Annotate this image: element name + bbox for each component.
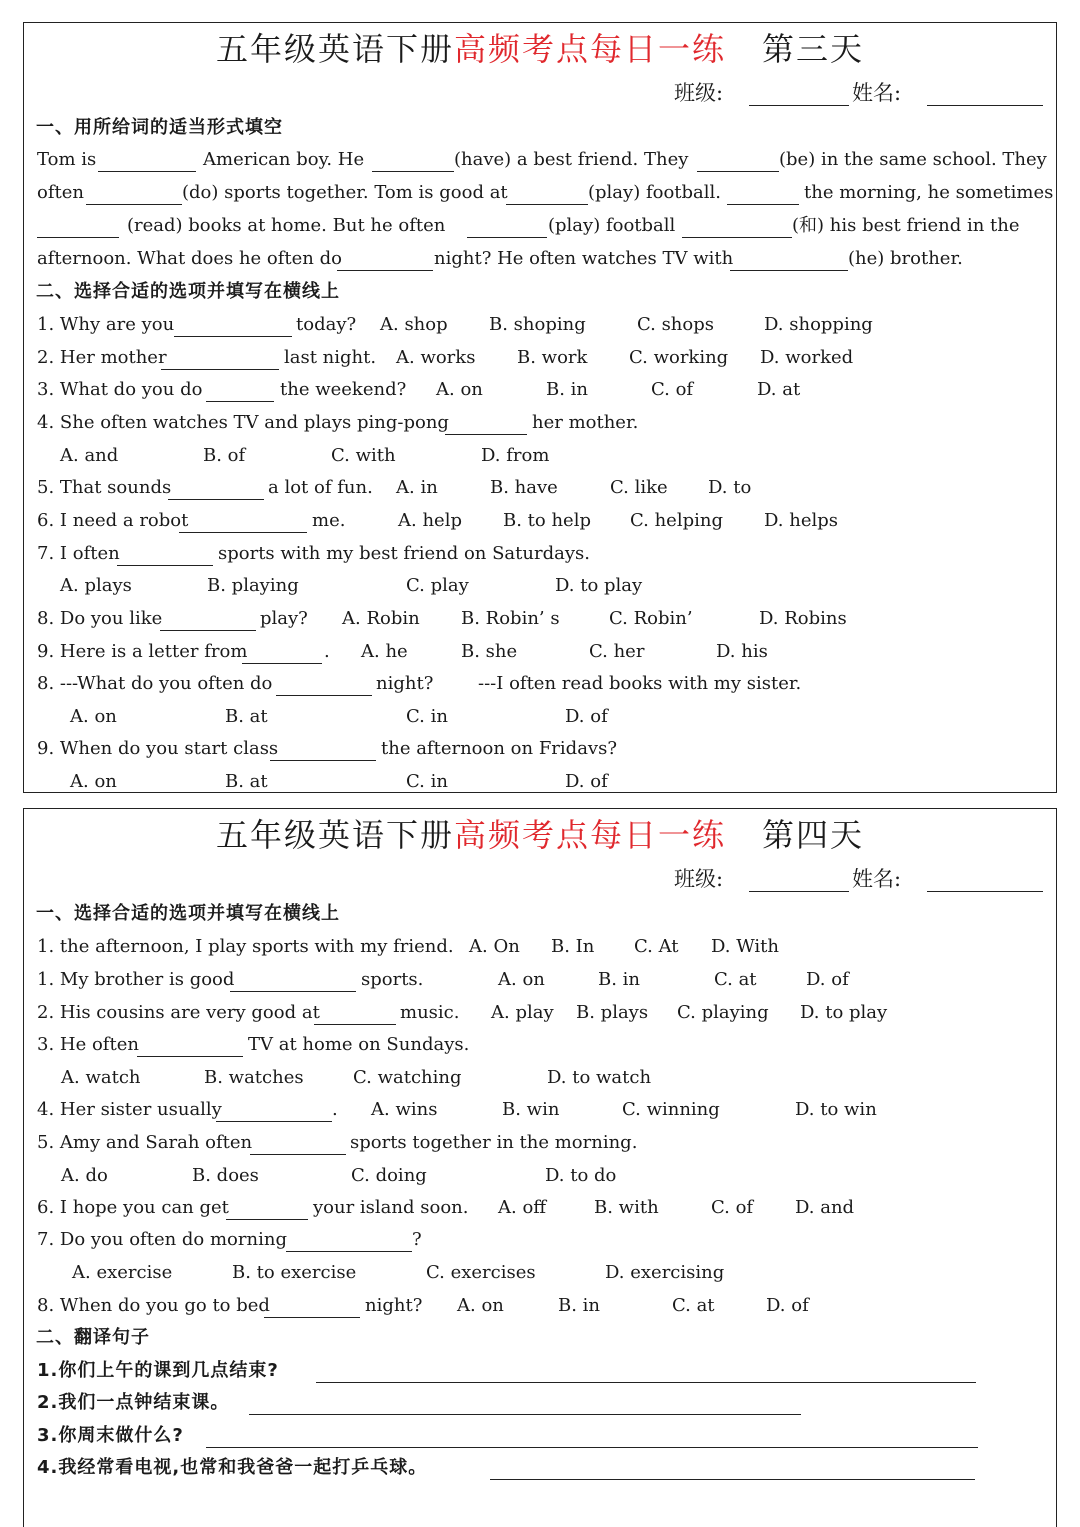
option-a[interactable]: A. on: [70, 771, 117, 792]
name-label: 姓名:: [852, 81, 902, 105]
option-b[interactable]: B. at: [225, 706, 268, 727]
option-a[interactable]: A. off: [498, 1197, 547, 1218]
question-stem: the afternoon on Fridavs?: [381, 738, 617, 759]
option-a[interactable]: A. exercise: [72, 1262, 173, 1283]
question-stem: 3. What do you do: [37, 379, 203, 400]
option-c[interactable]: C. her: [589, 641, 645, 662]
question-stem: TV at home on Sundays.: [248, 1034, 470, 1055]
name-field: [852, 79, 901, 107]
option-d[interactable]: D. worked: [760, 347, 854, 368]
question-stem: 6. I hope you can get: [37, 1197, 229, 1218]
option-d[interactable]: D. to: [708, 477, 752, 498]
option-b[interactable]: B. have: [490, 477, 558, 498]
option-d[interactable]: D. Robins: [759, 608, 847, 629]
option-c[interactable]: C. playing: [677, 1002, 769, 1023]
fill-blank[interactable]: [337, 270, 433, 271]
section-title: 一、选择合适的选项并填写在横线上: [36, 903, 340, 924]
option-d[interactable]: D. of: [565, 706, 608, 727]
option-c[interactable]: C. of: [651, 379, 694, 400]
option-c[interactable]: C. like: [610, 477, 668, 498]
question-stem: a lot of fun.: [268, 477, 373, 498]
fill-blank[interactable]: [730, 270, 848, 271]
option-c[interactable]: C. Robin’: [609, 608, 693, 629]
title-grade: 五年级英语下册: [215, 30, 454, 68]
option-d[interactable]: D. to play: [800, 1002, 888, 1023]
option-d[interactable]: D. of: [766, 1295, 809, 1316]
para-text: (have) a best friend. They: [454, 149, 689, 170]
question-stem: night?: [376, 673, 434, 694]
question-stem: .: [324, 641, 330, 662]
question-stem: 5. That sounds: [37, 477, 172, 498]
question-stem: sports with my best friend on Saturdays.: [218, 543, 590, 564]
option-a[interactable]: A. do: [61, 1165, 108, 1186]
question-stem: 7. I often: [37, 543, 120, 564]
question-stem: 3. He often: [37, 1034, 139, 1055]
option-c[interactable]: C. exercises: [426, 1262, 536, 1283]
answer-blank[interactable]: [160, 630, 256, 631]
fill-blank[interactable]: [37, 237, 119, 238]
option-c[interactable]: C. in: [406, 706, 448, 727]
section-title: 二、翻译句子: [36, 1327, 150, 1348]
translation-prompt: 4.我经常看电视,也常和我爸爸一起打乒乓球。: [37, 1457, 428, 1478]
class-label: 班级:: [674, 81, 724, 105]
option-c[interactable]: C. shops: [637, 314, 715, 335]
title-grade: 五年级英语下册: [215, 816, 454, 854]
option-c[interactable]: C. of: [711, 1197, 754, 1218]
para-text: often: [37, 182, 84, 203]
option-a[interactable]: A. help: [398, 510, 462, 531]
answer-blank[interactable]: [216, 1121, 332, 1122]
option-d[interactable]: D. to win: [795, 1099, 877, 1120]
option-b[interactable]: B. shoping: [489, 314, 586, 335]
question-stem: her mother.: [532, 412, 639, 433]
fill-blank[interactable]: [98, 171, 196, 172]
option-a[interactable]: A. On: [469, 936, 520, 957]
option-d[interactable]: D. With: [711, 936, 780, 957]
translation-prompt: 1.你们上午的课到几点结束?: [37, 1360, 279, 1381]
para-text: (he) brother.: [848, 248, 963, 269]
option-c[interactable]: C. at: [714, 969, 757, 990]
answer-blank[interactable]: [206, 401, 274, 402]
option-c[interactable]: C. working: [629, 347, 729, 368]
answer-blank[interactable]: [137, 1056, 243, 1057]
para-text: (do) sports together. Tom is good at: [182, 182, 508, 203]
class-blank[interactable]: [749, 105, 849, 106]
option-d[interactable]: D. and: [795, 1197, 855, 1218]
question-stem: 8. ---What do you often do: [37, 673, 273, 694]
option-d[interactable]: D. from: [481, 445, 550, 466]
translation-answer-line[interactable]: [490, 1479, 975, 1480]
option-b[interactable]: B. Robin’ s: [461, 608, 560, 629]
question-stem: 2. His cousins are very good at: [37, 1002, 320, 1023]
question-stem: 2. Her mother: [37, 347, 167, 368]
para-text: (play) football: [548, 215, 676, 236]
option-b[interactable]: B. watches: [204, 1067, 304, 1088]
option-a[interactable]: A. on: [70, 706, 117, 727]
option-b[interactable]: B. win: [502, 1099, 560, 1120]
fill-blank[interactable]: [682, 237, 792, 238]
option-d[interactable]: D. of: [565, 771, 608, 792]
option-d[interactable]: D. of: [806, 969, 849, 990]
answer-blank[interactable]: [314, 1024, 396, 1025]
para-text: afternoon. What does he often do: [37, 248, 342, 269]
worksheet-title: [24, 29, 1056, 69]
option-a[interactable]: A. play: [491, 1002, 554, 1023]
worksheet-day4: [23, 808, 1057, 1527]
option-d[interactable]: D. to do: [545, 1165, 617, 1186]
option-b[interactable]: B. work: [517, 347, 588, 368]
fill-blank[interactable]: [697, 171, 779, 172]
worksheet-day3: [23, 22, 1057, 793]
option-a[interactable]: A. Robin: [342, 608, 420, 629]
option-b[interactable]: B. In: [551, 936, 595, 957]
option-b[interactable]: B. at: [225, 771, 268, 792]
question-stem: 4. She often watches TV and plays ping-pong: [37, 412, 449, 433]
option-d[interactable]: D. his: [716, 641, 768, 662]
question-stem: today?: [296, 314, 357, 335]
translation-answer-line[interactable]: [249, 1414, 801, 1415]
question-stem: me.: [312, 510, 346, 531]
option-c[interactable]: C. doing: [351, 1165, 427, 1186]
name-blank[interactable]: [927, 891, 1043, 892]
option-b[interactable]: B. plays: [576, 1002, 649, 1023]
option-c[interactable]: C. helping: [630, 510, 723, 531]
option-d[interactable]: D. exercising: [605, 1262, 725, 1283]
translation-prompt: 3.你周末做什么?: [37, 1425, 184, 1446]
question-stem: 1. the afternoon, I play sports with my friend.: [37, 936, 454, 957]
section-title: 二、选择合适的选项并填写在横线上: [36, 281, 340, 302]
option-b[interactable]: B. of: [203, 445, 246, 466]
answer-blank[interactable]: [276, 695, 372, 696]
question-stem: play?: [260, 608, 308, 629]
fill-blank[interactable]: [506, 204, 588, 205]
question-answer-hint: ---I often read books with my sister.: [478, 673, 802, 694]
answer-blank[interactable]: [179, 532, 307, 533]
class-field: [674, 865, 723, 893]
answer-blank[interactable]: [445, 434, 527, 435]
para-text: (play) football.: [588, 182, 722, 203]
translation-answer-line[interactable]: [206, 1447, 978, 1448]
question-stem: sports together in the morning.: [350, 1132, 638, 1153]
option-c[interactable]: C. at: [672, 1295, 715, 1316]
option-a[interactable]: A. works: [396, 347, 476, 368]
question-stem: sports.: [361, 969, 424, 990]
question-stem: 8. Do you like: [37, 608, 163, 629]
answer-blank[interactable]: [242, 663, 322, 664]
option-a[interactable]: A. shop: [380, 314, 448, 335]
worksheet-title: [24, 815, 1056, 855]
option-a[interactable]: A. and: [60, 445, 119, 466]
option-b[interactable]: B. in: [546, 379, 589, 400]
answer-blank[interactable]: [174, 336, 292, 337]
option-b[interactable]: B. with: [594, 1197, 659, 1218]
option-d[interactable]: D. to watch: [547, 1067, 652, 1088]
question-stem: 4. Her sister usually: [37, 1099, 222, 1120]
para-text: Tom is: [37, 149, 97, 170]
option-c[interactable]: C. winning: [622, 1099, 720, 1120]
answer-blank[interactable]: [264, 1317, 360, 1318]
option-d[interactable]: D. helps: [764, 510, 838, 531]
option-a[interactable]: A. on: [457, 1295, 504, 1316]
option-a[interactable]: A. on: [436, 379, 483, 400]
option-c[interactable]: C. with: [331, 445, 396, 466]
title-practice: 高频考点每日一练: [453, 816, 726, 854]
question-stem: your island soon.: [313, 1197, 469, 1218]
answer-blank[interactable]: [230, 991, 356, 992]
option-d[interactable]: D. to play: [555, 575, 643, 596]
option-a[interactable]: A. plays: [60, 575, 132, 596]
option-a[interactable]: A. watch: [61, 1067, 141, 1088]
question-stem: 9. Here is a letter from: [37, 641, 248, 662]
option-c[interactable]: C. At: [634, 936, 679, 957]
question-stem: ?: [412, 1229, 422, 1250]
title-practice: 高频考点每日一练: [453, 30, 726, 68]
fill-blank[interactable]: [467, 237, 547, 238]
option-b[interactable]: B. does: [192, 1165, 259, 1186]
class-blank[interactable]: [749, 891, 849, 892]
option-c[interactable]: C. in: [406, 771, 448, 792]
option-a[interactable]: A. in: [396, 477, 438, 498]
answer-blank[interactable]: [161, 369, 279, 370]
option-d[interactable]: D. shopping: [764, 314, 873, 335]
question-stem: 1. Why are you: [37, 314, 175, 335]
title-day: 第四天: [762, 816, 865, 854]
question-stem: music.: [400, 1002, 460, 1023]
option-d[interactable]: D. at: [757, 379, 801, 400]
answer-blank[interactable]: [117, 565, 213, 566]
question-stem: 7. Do you often do morning: [37, 1229, 287, 1250]
answer-blank[interactable]: [270, 760, 376, 761]
option-b[interactable]: B. to help: [503, 510, 591, 531]
option-a[interactable]: A. wins: [371, 1099, 438, 1120]
fill-blank[interactable]: [372, 171, 454, 172]
option-b[interactable]: B. playing: [207, 575, 299, 596]
class-field: [674, 79, 723, 107]
fill-blank[interactable]: [86, 204, 182, 205]
name-label: 姓名:: [852, 867, 902, 891]
name-blank[interactable]: [927, 105, 1043, 106]
option-a[interactable]: A. he: [361, 641, 408, 662]
question-stem: 6. I need a robot: [37, 510, 189, 531]
answer-blank[interactable]: [168, 499, 264, 500]
question-stem: night?: [365, 1295, 423, 1316]
translation-prompt: 2.我们一点钟结束课。: [37, 1392, 230, 1413]
para-text: the morning, he sometimes: [804, 182, 1054, 203]
para-text: American boy. He: [203, 149, 365, 170]
section-title: 一、用所给词的适当形式填空: [36, 117, 283, 138]
question-stem: 8. When do you go to bed: [37, 1295, 270, 1316]
answer-blank[interactable]: [250, 1154, 346, 1155]
class-label: 班级:: [674, 867, 724, 891]
option-b[interactable]: B. in: [558, 1295, 601, 1316]
answer-blank[interactable]: [286, 1251, 412, 1252]
answer-blank[interactable]: [226, 1219, 308, 1220]
question-stem: .: [332, 1099, 338, 1120]
para-text: (read) books at home. But he often: [127, 215, 446, 236]
translation-answer-line[interactable]: [316, 1382, 976, 1383]
para-text: (be) in the same school. They: [779, 149, 1047, 170]
question-stem: 1. My brother is good: [37, 969, 235, 990]
question-stem: 5. Amy and Sarah often: [37, 1132, 253, 1153]
option-c[interactable]: C. watching: [353, 1067, 462, 1088]
option-b[interactable]: B. in: [598, 969, 641, 990]
para-text: (和) his best friend in the: [792, 215, 1020, 236]
option-b[interactable]: B. to exercise: [232, 1262, 357, 1283]
question-stem: the weekend?: [280, 379, 407, 400]
title-day: 第三天: [762, 30, 865, 68]
name-field: [852, 865, 901, 893]
option-b[interactable]: B. she: [461, 641, 518, 662]
question-stem: last night.: [284, 347, 377, 368]
question-stem: 9. When do you start class: [37, 738, 279, 759]
option-c[interactable]: C. play: [406, 575, 469, 596]
para-text: night? He often watches TV with: [434, 248, 734, 269]
fill-blank[interactable]: [727, 204, 799, 205]
option-a[interactable]: A. on: [498, 969, 545, 990]
